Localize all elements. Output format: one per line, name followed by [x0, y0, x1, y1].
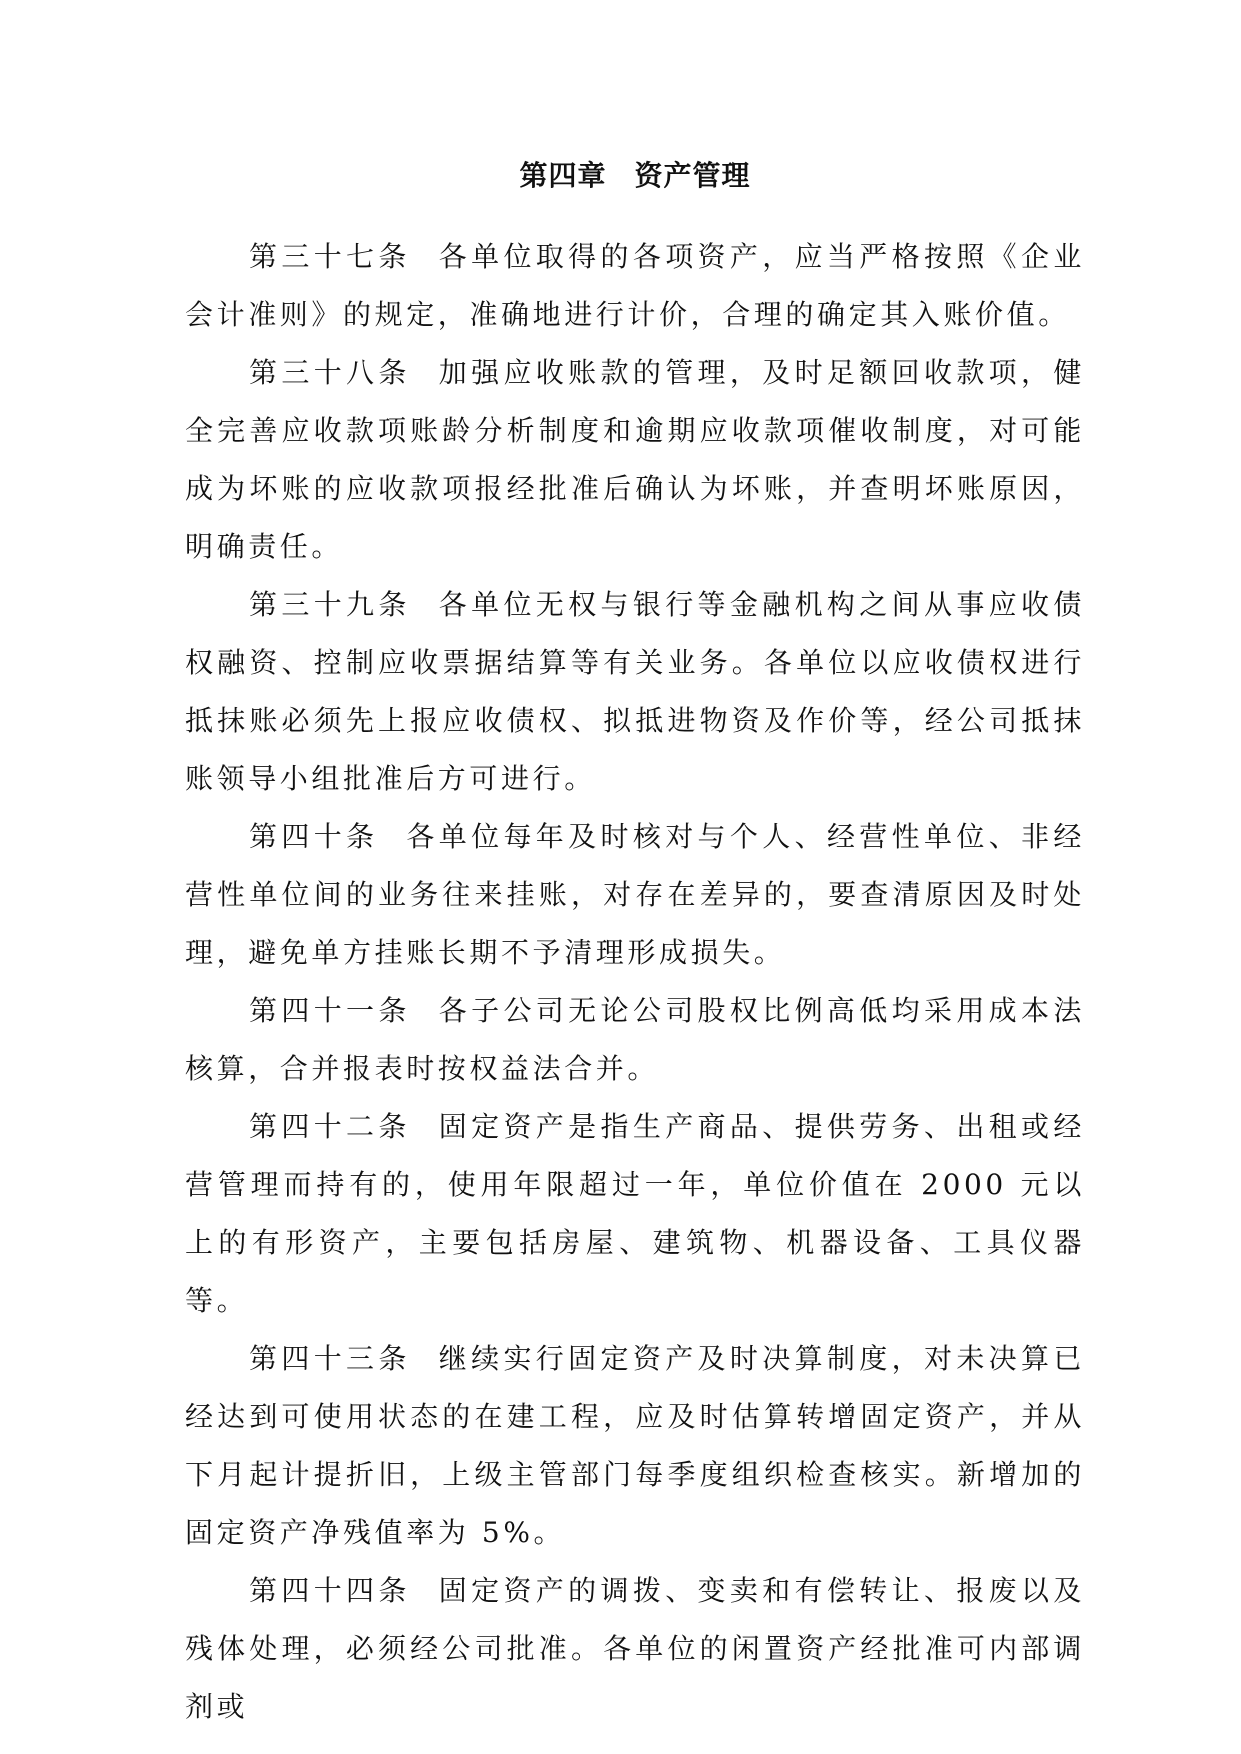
article-text: 各单位每年及时核对与个人、经营性单位、非经营性单位间的业务往来挂账，对存在差异的，要查清原因及时处理，避免单方挂账长期不予清理形成损失。 — [185, 820, 1085, 969]
article-number: 第四十四条 — [249, 1574, 411, 1607]
article-text: 各单位无权与银行等金融机构之间从事应收债权融资、控制应收票据结算等有关业务。各单位以应收债权进行抵抹账必须先上报应收债权、拟抵进物资及作价等，经公司抵抹账领导小组批准后方可进行。 — [185, 588, 1085, 795]
chapter-title — [185, 150, 1085, 202]
article-38 — [185, 344, 1085, 576]
article-text: 固定资产的调拨、变卖和有偿转让、报废以及残体处理，必须经公司批准。各单位的闲置资产经批准可内部调剂或 — [185, 1574, 1085, 1723]
article-39 — [185, 576, 1085, 808]
article-number: 第四十一条 — [249, 994, 411, 1027]
chapter-name: 资产管理 — [634, 159, 751, 192]
article-text: 固定资产是指生产商品、提供劳务、出租或经营管理而持有的，使用年限超过一年，单位价值在 2000 元以上的有形资产，主要包括房屋、建筑物、机器设备、工具仪器等。 — [185, 1110, 1085, 1317]
article-number: 第四十条 — [249, 820, 379, 853]
article-text: 各子公司无论公司股权比例高低均采用成本法核算，合并报表时按权益法合并。 — [185, 994, 1085, 1085]
article-40 — [185, 808, 1085, 982]
article-number: 第四十二条 — [249, 1110, 411, 1143]
document-page — [185, 150, 1085, 1736]
article-number: 第三十八条 — [249, 356, 411, 389]
chapter-number: 第四章 — [519, 159, 607, 192]
article-text: 各单位取得的各项资产，应当严格按照《企业会计准则》的规定，准确地进行计价，合理的确定其入账价值。 — [185, 240, 1085, 331]
article-number: 第四十三条 — [249, 1342, 411, 1375]
article-43 — [185, 1330, 1085, 1562]
article-42 — [185, 1098, 1085, 1330]
article-44 — [185, 1562, 1085, 1736]
article-text: 继续实行固定资产及时决算制度，对未决算已经达到可使用状态的在建工程，应及时估算转增固定资产，并从下月起计提折旧，上级主管部门每季度组织检查核实。新增加的固定资产净残值率为 5%。 — [185, 1342, 1085, 1549]
article-number: 第三十九条 — [249, 588, 411, 621]
article-number: 第三十七条 — [249, 240, 411, 273]
article-37 — [185, 228, 1085, 344]
article-text: 加强应收账款的管理，及时足额回收款项，健全完善应收款项账龄分析制度和逾期应收款项催收制度，对可能成为坏账的应收款项报经批准后确认为坏账，并查明坏账原因，明确责任。 — [185, 356, 1085, 563]
article-41 — [185, 982, 1085, 1098]
